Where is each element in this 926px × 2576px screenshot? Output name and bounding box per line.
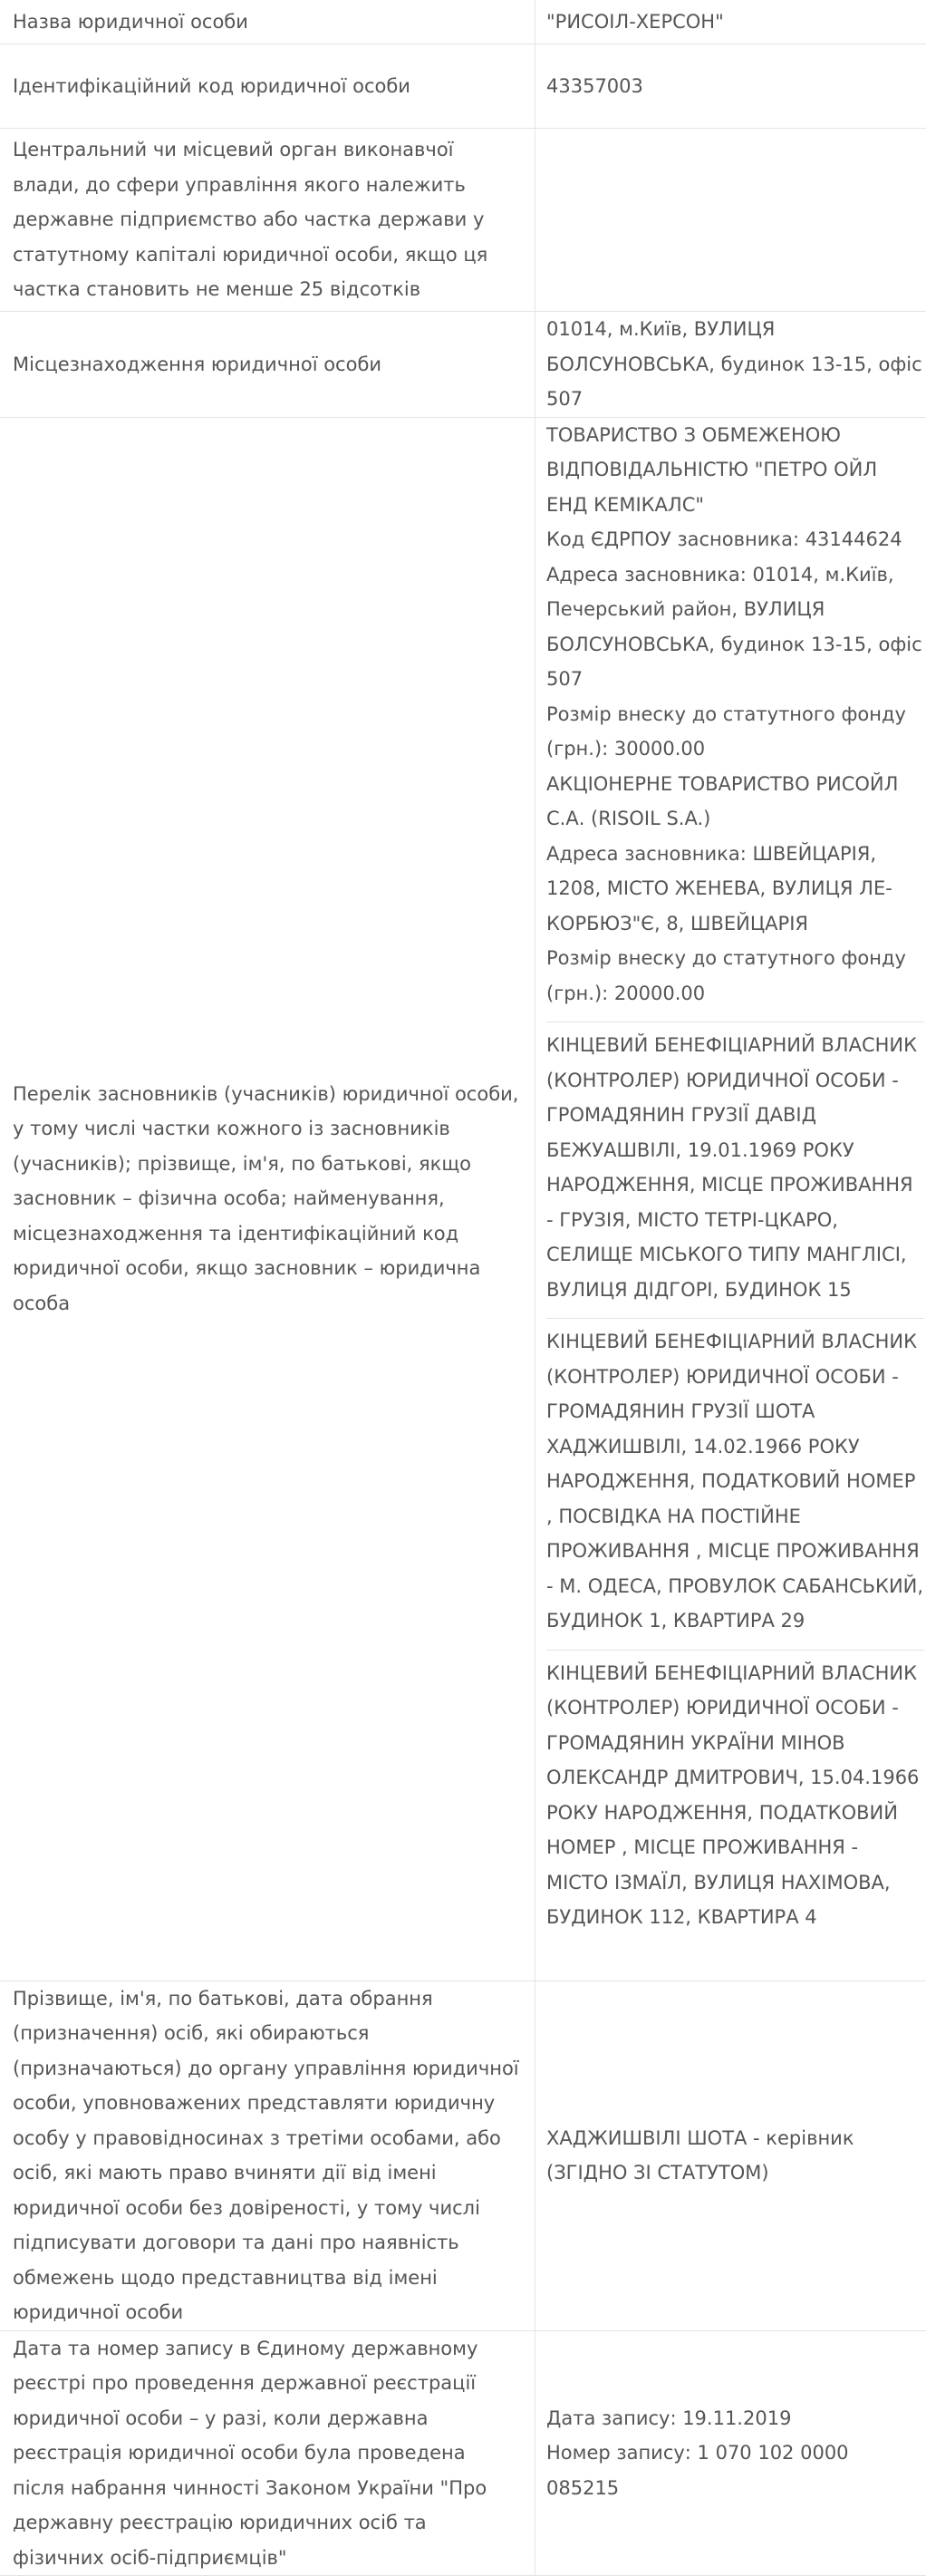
row-value-management: ХАДЖИШВІЛІ ШОТА - керівник (ЗГІДНО ЗІ СТАТУТОМ): [535, 1980, 926, 2330]
table-row: [0, 417, 926, 1980]
table-row: [0, 44, 926, 129]
founder-2-address: Адреса засновника: ШВЕЙЦАРІЯ, 1208, МІСТО ЖЕНЕВА, ВУЛИЦЯ ЛЕ-КОРБЮЗ"Є, 8, ШВЕЙЦАРІЯ: [546, 837, 924, 942]
row-value-authority: [535, 129, 926, 312]
founder-1-code: Код ЄДРПОУ засновника: 43144624: [546, 522, 924, 557]
row-label-management: Прізвище, ім'я, по батькові, дата обрання (призначення) осіб, які обираються (призначаються) до органу управління юридичної особи, уповноважених представляти юридичну особу у правовідносинах з третіми особами, або осіб, які мають право вчиняти дії від імені юридичної особи без довіреності, у тому числі підписувати договори та дані про наявність обмежень щодо представництва від імені юридичної особи: [0, 1980, 535, 2330]
table-row: [0, 0, 926, 44]
founder-1-contribution: Розмір внеску до статутного фонду (грн.): 30000.00: [546, 697, 924, 767]
founder-1-name: ТОВАРИСТВО З ОБМЕЖЕНОЮ ВІДПОВІДАЛЬНІСТЮ "ПЕТРО ОЙЛ ЕНД КЕМІКАЛС": [546, 418, 924, 523]
founder-2-contribution: Розмір внеску до статутного фонду (грн.): 20000.00: [546, 941, 924, 1011]
table-row: [0, 2330, 926, 2576]
table-row: [0, 312, 926, 418]
beneficiary-3: КІНЦЕВИЙ БЕНЕФІЦІАРНИЙ ВЛАСНИК (КОНТРОЛЕР) ЮРИДИЧНОЇ ОСОБИ - ГРОМАДЯНИН УКРАЇНИ МІНОВ ОЛЕКСАНДР ДМИТРОВИЧ, 15.04.1966 РОКУ НАРОДЖЕННЯ, ПОДАТКОВИЙ НОМЕР , МІСЦЕ ПРОЖИВАННЯ - МІСТО ІЗМАЇЛ, ВУЛИЦЯ НАХІМОВА, БУДИНОК 112, КВАРТИРА 4: [546, 1651, 924, 1946]
beneficiary-2: КІНЦЕВИЙ БЕНЕФІЦІАРНИЙ ВЛАСНИК (КОНТРОЛЕР) ЮРИДИЧНОЇ ОСОБИ - ГРОМАДЯНИН ГРУЗІЇ ШОТА ХАДЖИШВІЛІ, 14.02.1966 РОКУ НАРОДЖЕННЯ, ПОДАТКОВИЙ НОМЕР , ПОСВІДКА НА ПОСТІЙНЕ ПРОЖИВАННЯ , МІСЦЕ ПРОЖИВАННЯ - М. ОДЕСА, ПРОВУЛОК САБАНСЬКИЙ, БУДИНОК 1, КВАРТИРА 29: [546, 1319, 924, 1651]
table-row: [0, 129, 926, 312]
row-label-location: Місцезнаходження юридичної особи: [0, 312, 535, 418]
row-value-location: 01014, м.Київ, ВУЛИЦЯ БОЛСУНОВСЬКА, будинок 13-15, офіс 507: [535, 312, 926, 418]
row-label-authority: Центральний чи місцевий орган виконавчої влади, до сфери управління якого належить державне підприємство або частка держави у статутному капіталі юридичної особи, якщо ця частка становить не менше 25 відсотків: [0, 129, 535, 312]
beneficiary-1: КІНЦЕВИЙ БЕНЕФІЦІАРНИЙ ВЛАСНИК (КОНТРОЛЕР) ЮРИДИЧНОЇ ОСОБИ - ГРОМАДЯНИН ГРУЗІЇ ДАВІД БЕЖУАШВІЛІ, 19.01.1969 РОКУ НАРОДЖЕННЯ, МІСЦЕ ПРОЖИВАННЯ - ГРУЗІЯ, МІСТО ТЕТРІ-ЦКАРО, СЕЛИЩЕ МІСЬКОГО ТИПУ МАНГЛІСІ, ВУЛИЦЯ ДІДГОРІ, БУДИНОК 15: [546, 1022, 924, 1319]
row-label-code: Ідентифікаційний код юридичної особи: [0, 44, 535, 129]
row-value-name: "РИСОІЛ-ХЕРСОН": [535, 0, 926, 44]
table-row: [0, 1980, 926, 2330]
founder-2-name: АКЦІОНЕРНЕ ТОВАРИСТВО РИСОЙЛ С.А. (RISOIL S.A.): [546, 767, 924, 837]
founders-block: [546, 418, 924, 1023]
row-value-record: [535, 2330, 926, 2576]
row-value-founders: [535, 417, 926, 1980]
row-label-name: Назва юридичної особи: [0, 0, 535, 44]
row-label-record: Дата та номер запису в Єдиному державному реєстрі про проведення державної реєстрації юридичної особи – у разі, коли державна реєстрація юридичної особи була проведена після набрання чинності Законом України "Про державну реєстрацію юридичних осіб та фізичних осіб-підприємців": [0, 2330, 535, 2576]
record-date: Дата запису: 19.11.2019: [546, 2401, 924, 2436]
row-value-code: 43357003: [535, 44, 926, 129]
record-number: Номер запису: 1 070 102 0000 085215: [546, 2436, 924, 2505]
row-label-founders: Перелік засновників (учасників) юридичної особи, у тому числі частки кожного із засновників (учасників); прізвище, ім'я, по батькові, якщо засновник – фізична особа; найменування, місцезнаходження та ідентифікаційний код юридичної особи, якщо засновник – юридична особа: [0, 417, 535, 1980]
founder-1-address: Адреса засновника: 01014, м.Київ, Печерський район, ВУЛИЦЯ БОЛСУНОВСЬКА, будинок 13-15, офіс 507: [546, 557, 924, 697]
